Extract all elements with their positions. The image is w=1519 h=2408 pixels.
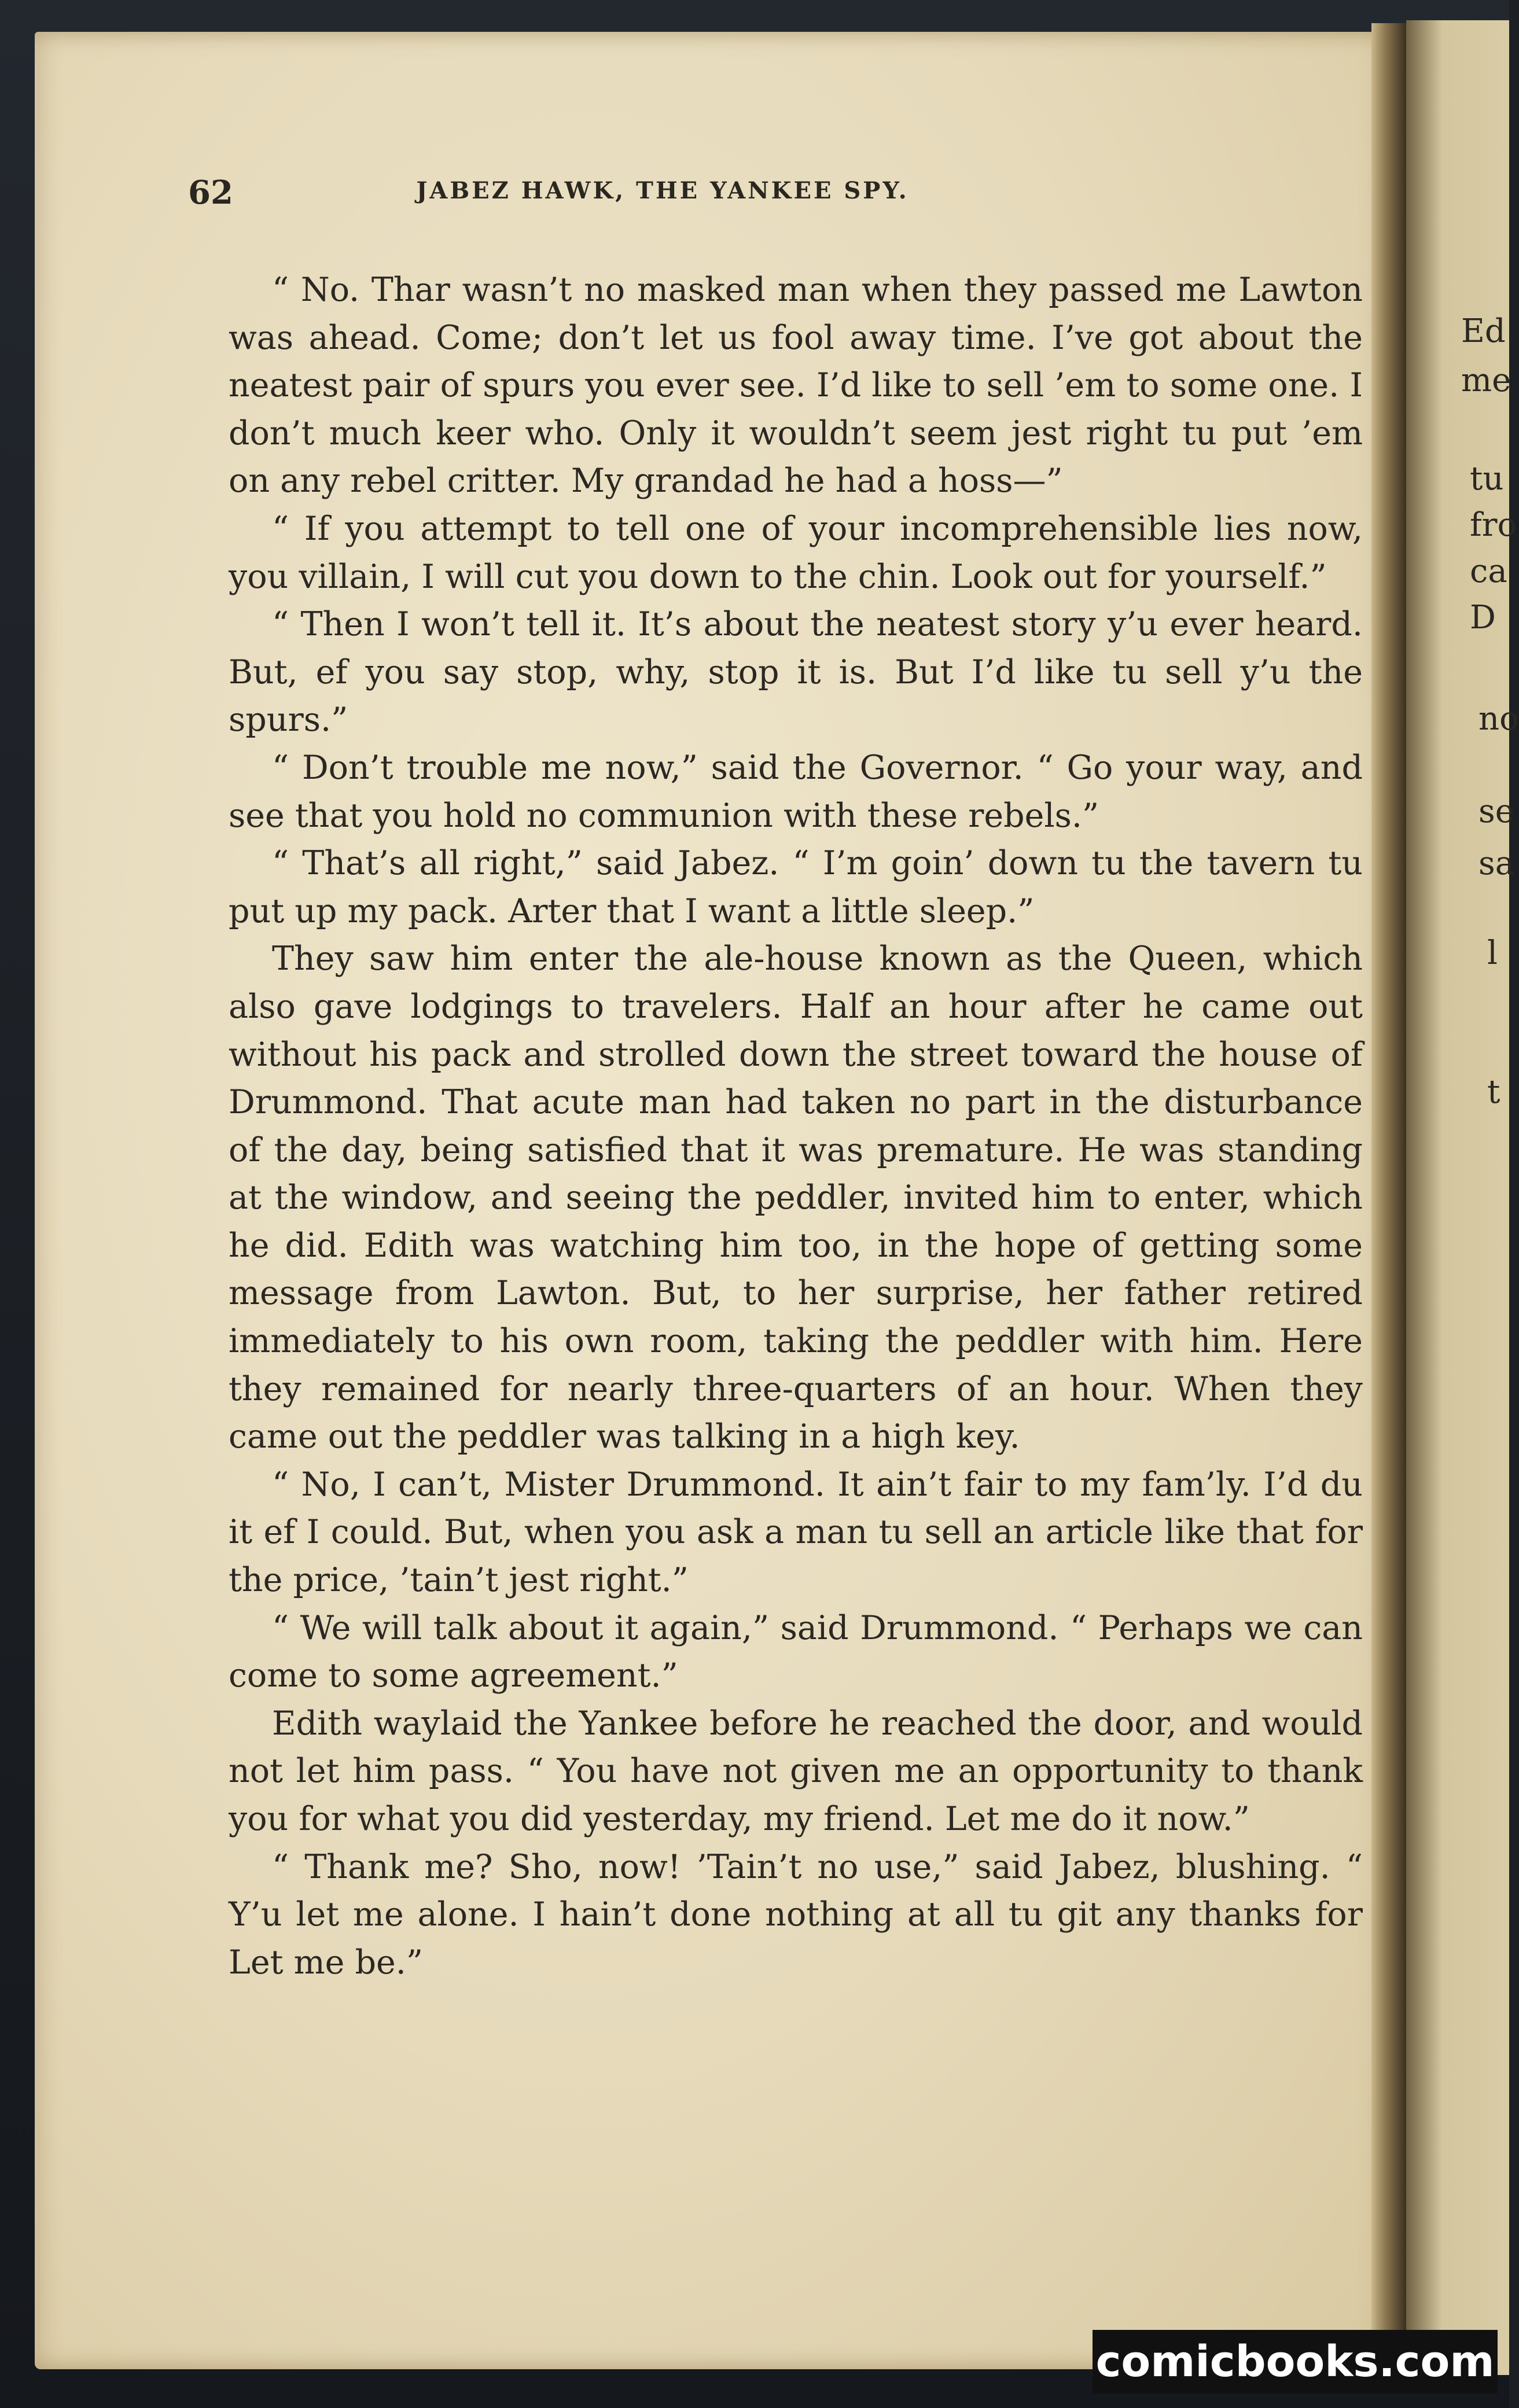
- facing-page-fragment: se: [1478, 793, 1514, 830]
- facing-page-fragment: Ed: [1461, 312, 1506, 350]
- facing-page-fragment: l: [1487, 934, 1498, 972]
- paragraph: “ That’s all right,” said Jabez. “ I’m goin’ down tu the tavern tu put up my pack. Arter that I want a little sleep.”: [229, 844, 1363, 930]
- paragraph: They saw him enter the ale-house known as the Queen, which also gave lodgings to travelers. Half an hour after he came out without his pack and strolled down the street toward the house of Drummond. That acute man had taken no part in the disturbance of the day, being satisfied that it was premature. He was standing at the window, and seeing the peddler, invited him to enter, which he did. Edith was watching him too, in the hope of getting some message from Lawton. But, to her surprise, her father retired immediately to his own room, taking the peddler with him. Here they remained for nearly three-quarters of an hour. When they came out the peddler was talking in a high key.: [229, 940, 1363, 1456]
- facing-page: [1406, 20, 1519, 2375]
- facing-page-fragment: sa: [1478, 845, 1515, 882]
- facing-page-fragment: ca: [1470, 553, 1507, 590]
- paragraph: “ Thank me? Sho, now! ’Tain’t no use,” said Jabez, blushing. “ Y’u let me alone. I hain’t done nothing at all tu git any thanks for Let me be.”: [229, 1847, 1363, 1982]
- body-text: [229, 266, 1363, 1986]
- facing-page-fragment: tu: [1470, 460, 1504, 498]
- watermark: comicbooks.com: [1093, 2330, 1498, 2394]
- paragraph: “ We will talk about it again,” said Drummond. “ Perhaps we can come to some agreement.”: [229, 1608, 1363, 1695]
- running-title: JABEZ HAWK, THE YANKEE SPY.: [416, 177, 909, 204]
- paragraph: “ If you attempt to tell one of your incomprehensible lies now, you villain, I will cut you down to the chin. Look out for yourself.”: [229, 509, 1363, 596]
- paragraph: “ Don’t trouble me now,” said the Governor. “ Go your way, and see that you hold no communion with these rebels.”: [229, 748, 1363, 835]
- facing-page-fragment: D: [1470, 599, 1496, 636]
- page-number: 62: [188, 174, 233, 212]
- facing-page-fragment: t: [1487, 1073, 1500, 1111]
- book-gutter: [1371, 23, 1406, 2372]
- paragraph: “ Then I won’t tell it. It’s about the neatest story y’u ever heard. But, ef you say stop, why, stop it is. But I’d like tu sell y’u the spurs.”: [229, 605, 1363, 739]
- paragraph: Edith waylaid the Yankee before he reached the door, and would not let him pass. “ You have not given me an opportunity to thank you for what you did yesterday, my friend. Let me do it now.”: [229, 1704, 1363, 1838]
- paragraph: “ No. Thar wasn’t no masked man when they passed me Lawton was ahead. Come; don’t let us fool away time. I’ve got about the neatest pair of spurs you ever see. I’d like to sell ’em to some one. I don’t much keer who. Only it wouldn’t seem jest right tu put ’em on any rebel critter. My grandad he had a hoss—”: [229, 271, 1363, 500]
- facing-page-fragment: no: [1478, 700, 1519, 738]
- facing-page-fragment: me: [1461, 362, 1511, 399]
- paragraph: “ No, I can’t, Mister Drummond. It ain’t fair to my fam’ly. I’d du it ef I could. But, when you ask a man tu sell an article like that for the price, ’tain’t jest right.”: [229, 1465, 1363, 1600]
- page-header: [188, 174, 1137, 220]
- facing-page-fragment: fro: [1470, 506, 1517, 544]
